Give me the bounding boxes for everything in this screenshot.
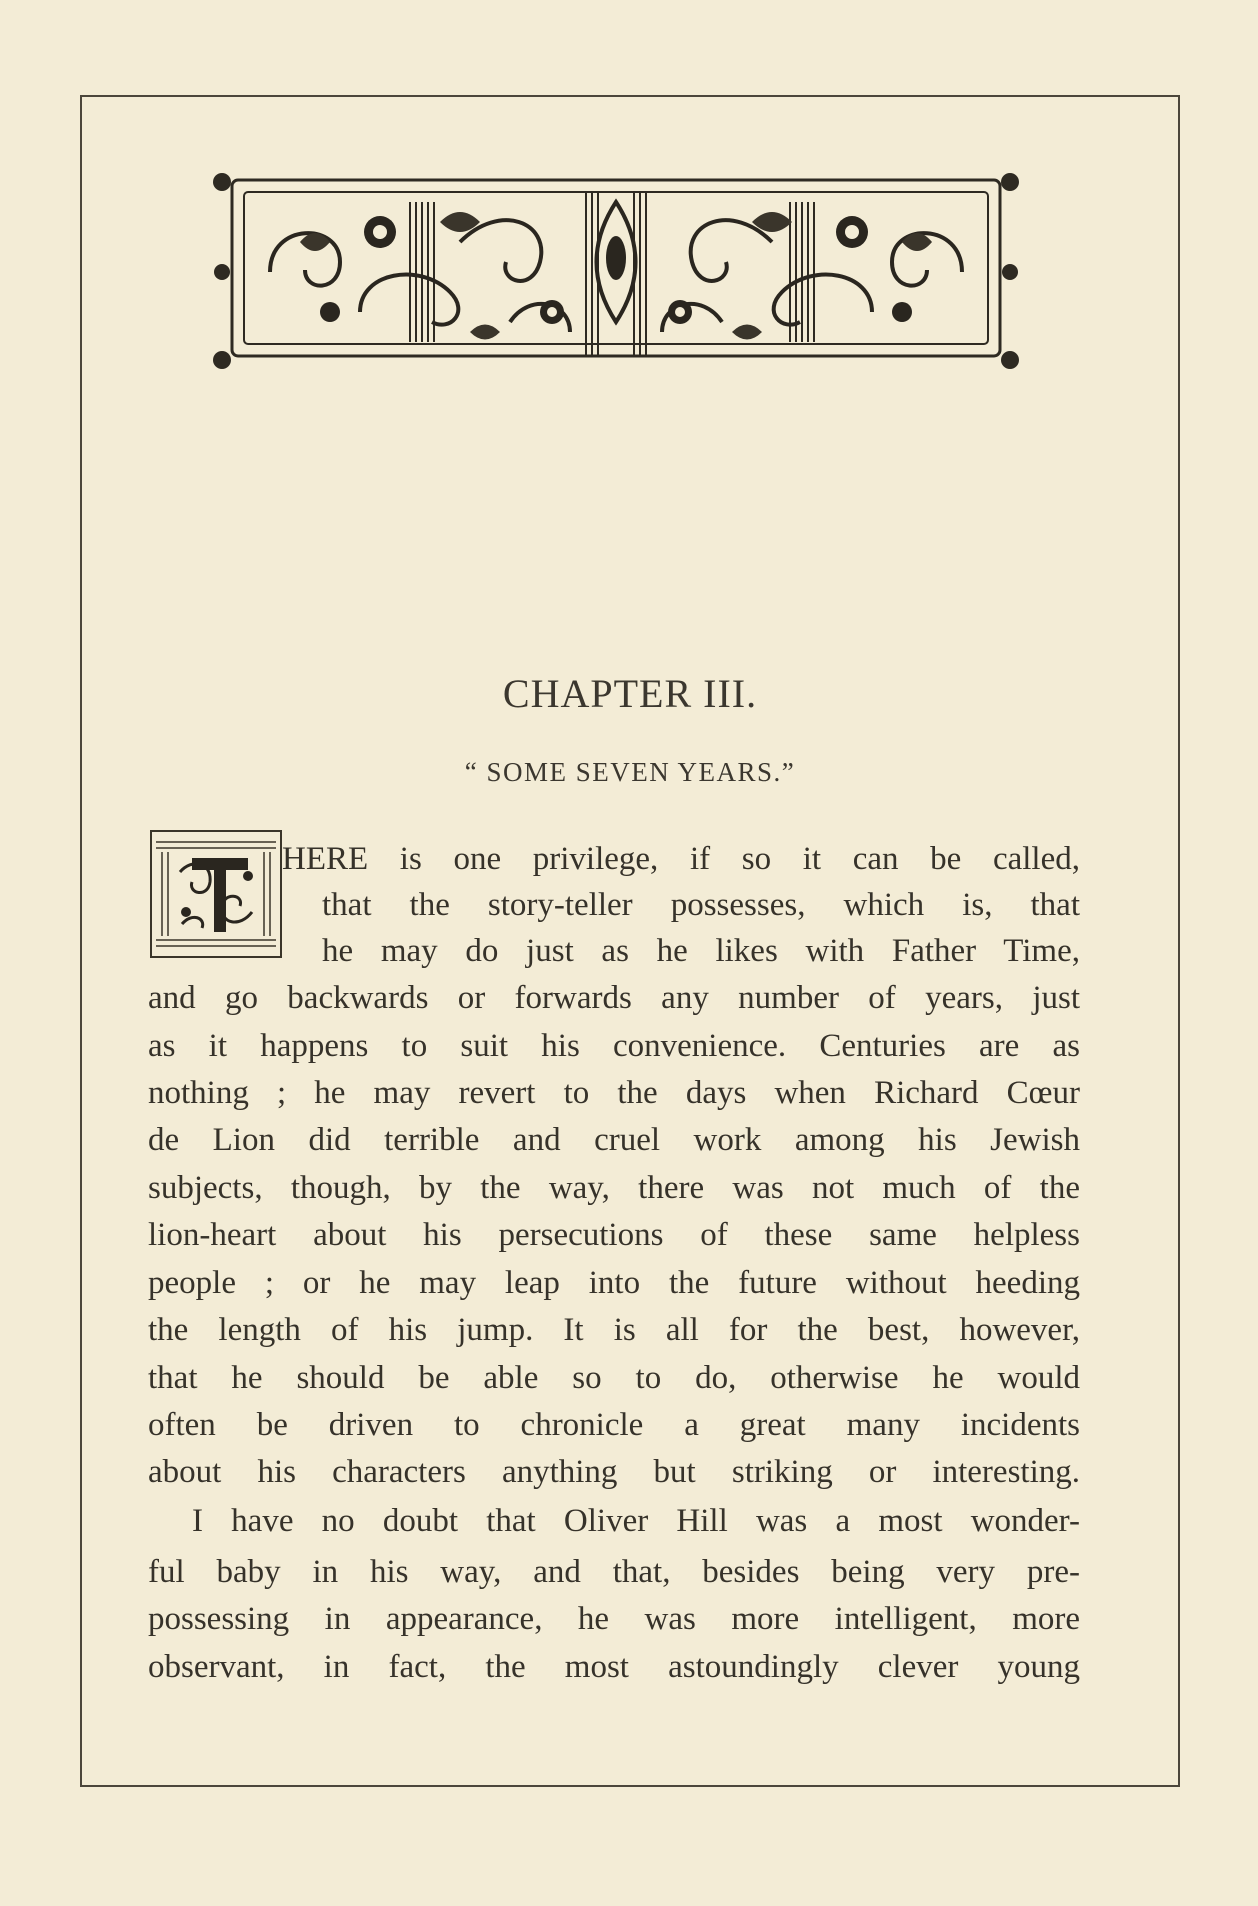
ornamental-headpiece [210,162,1022,380]
body-line: as it happens to suit his convenience. Centuries are as [148,1028,1080,1064]
body-line: possessing in appearance, he was more intelligent, more [148,1601,1080,1637]
body-line: about his characters anything but striking or interesting. [148,1454,1080,1490]
chapter-title: CHAPTER III. [502,671,758,716]
dropcap-letter: T [216,858,217,859]
body-line: that the story-teller possesses, which is, that [322,887,1080,923]
body-line: observant, in fact, the most astoundingly clever young [148,1649,1080,1685]
body-line: the length of his jump. It is all for the best, however, [148,1312,1080,1348]
body-line: nothing ; he may revert to the days when Richard Cœur [148,1075,1080,1111]
chapter-subtitle: “ SOME SEVEN YEARS.” [464,757,796,787]
body-line: that he should be able so to do, otherwise he would [148,1360,1080,1396]
body-line: I have no doubt that Oliver Hill was a most wonder- [192,1503,1080,1539]
body-line: lion-heart about his persecutions of these same helpless [148,1217,1080,1253]
body-line: and go backwards or forwards any number of years, just [148,980,1080,1016]
body-line: often be driven to chronicle a great many incidents [148,1407,1080,1443]
body-line: he may do just as he likes with Father Time, [322,933,1080,969]
body-line: de Lion did terrible and cruel work among his Jewish [148,1122,1080,1158]
body-line: people ; or he may leap into the future without heeding [148,1265,1080,1301]
body-line: HERE is one privilege, if so it can be called, [282,841,1080,877]
ornamental-dropcap [150,830,282,958]
body-line: subjects, though, by the way, there was not much of the [148,1170,1080,1206]
body-line: ful baby in his way, and that, besides being very pre- [148,1554,1080,1590]
